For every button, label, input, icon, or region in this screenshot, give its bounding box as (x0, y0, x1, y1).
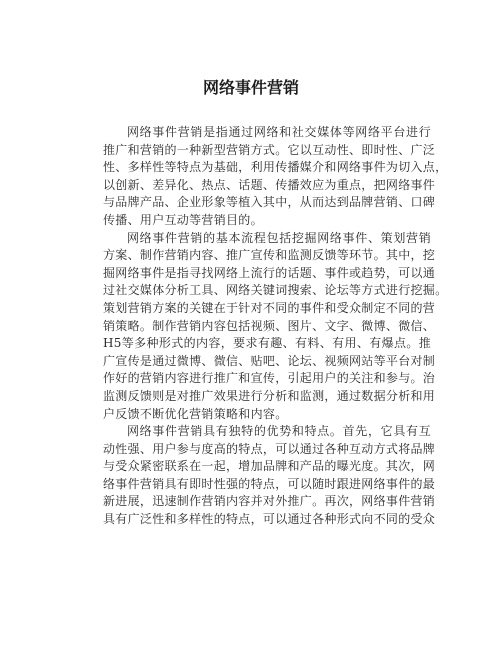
paragraph-line: 网络事件营销具有独特的优势和特点。首先，它具有互 (127, 424, 431, 439)
paragraph-line: 广宣传是通过微博、微信、贴吧、论坛、视频网站等平台对制 (103, 353, 436, 368)
paragraph-line: 性、多样性等特点为基础，利用传播媒介和网络事件为切入点， (103, 160, 448, 175)
document-body (103, 124, 448, 529)
document-title: 网络事件营销 (202, 78, 299, 97)
paragraph-line: 传播、用户互动等营销目的。 (103, 212, 263, 227)
paragraph-line: 网络事件营销的基本流程包括挖掘网络事件、策划营销 (127, 230, 431, 245)
paragraph-line: 与受众紧密联系在一起，增加品牌和产品的曝光度。其次，网 (103, 459, 436, 474)
paragraph-line: 方案、制作营销内容、推广宣传和监测反馈等环节。其中，挖 (103, 248, 436, 263)
paragraph-line: 策划营销方案的关键在于针对不同的事件和受众制定不同的营 (103, 300, 436, 315)
paragraph-line: H5等多种形式的内容，要求有趣、有料、有用、有爆点。推 (103, 336, 431, 351)
paragraph-line: 网络事件营销是指通过网络和社交媒体等网络平台进行 (127, 125, 431, 139)
paragraph-line: 具有广泛性和多样性的特点，可以通过各种形式向不同的受众 (103, 512, 436, 527)
paragraph-line: 过社交媒体分析工具、网络关键词搜索、论坛等方式进行挖掘。 (103, 283, 448, 298)
paragraph-line: 动性强、用户参与度高的特点，可以通过各种互动方式将品牌 (103, 441, 436, 456)
paragraph-line: 户反馈不断优化营销策略和内容。 (103, 406, 288, 421)
paragraph-line: 络事件营销具有即时性强的特点，可以随时跟进网络事件的最 (103, 476, 436, 491)
paragraph-line: 掘网络事件是指寻找网络上流行的话题、事件或趋势，可以通 (103, 265, 436, 280)
paragraph-line: 以创新、差异化、热点、话题、传播效应为重点，把网络事件 (103, 177, 436, 192)
paragraph-line: 销策略。制作营销内容包括视频、图片、文字、微博、微信、 (103, 318, 436, 333)
paragraph-line: 作好的营销内容进行推广和宣传，引起用户的关注和参与。治 (103, 371, 436, 386)
paragraph-line: 与品牌产品、企业形象等植入其中，从而达到品牌营销、口碑 (103, 195, 436, 210)
paragraph-line: 推广和营销的一种新型营销方式。它以互动性、即时性、广泛 (103, 142, 436, 157)
paragraph-line: 监测反馈则是对推广效果进行分析和监测，通过数据分析和用 (103, 388, 436, 403)
paragraph-line: 新进展，迅速制作营销内容并对外推广。再次，网络事件营销 (103, 494, 436, 509)
